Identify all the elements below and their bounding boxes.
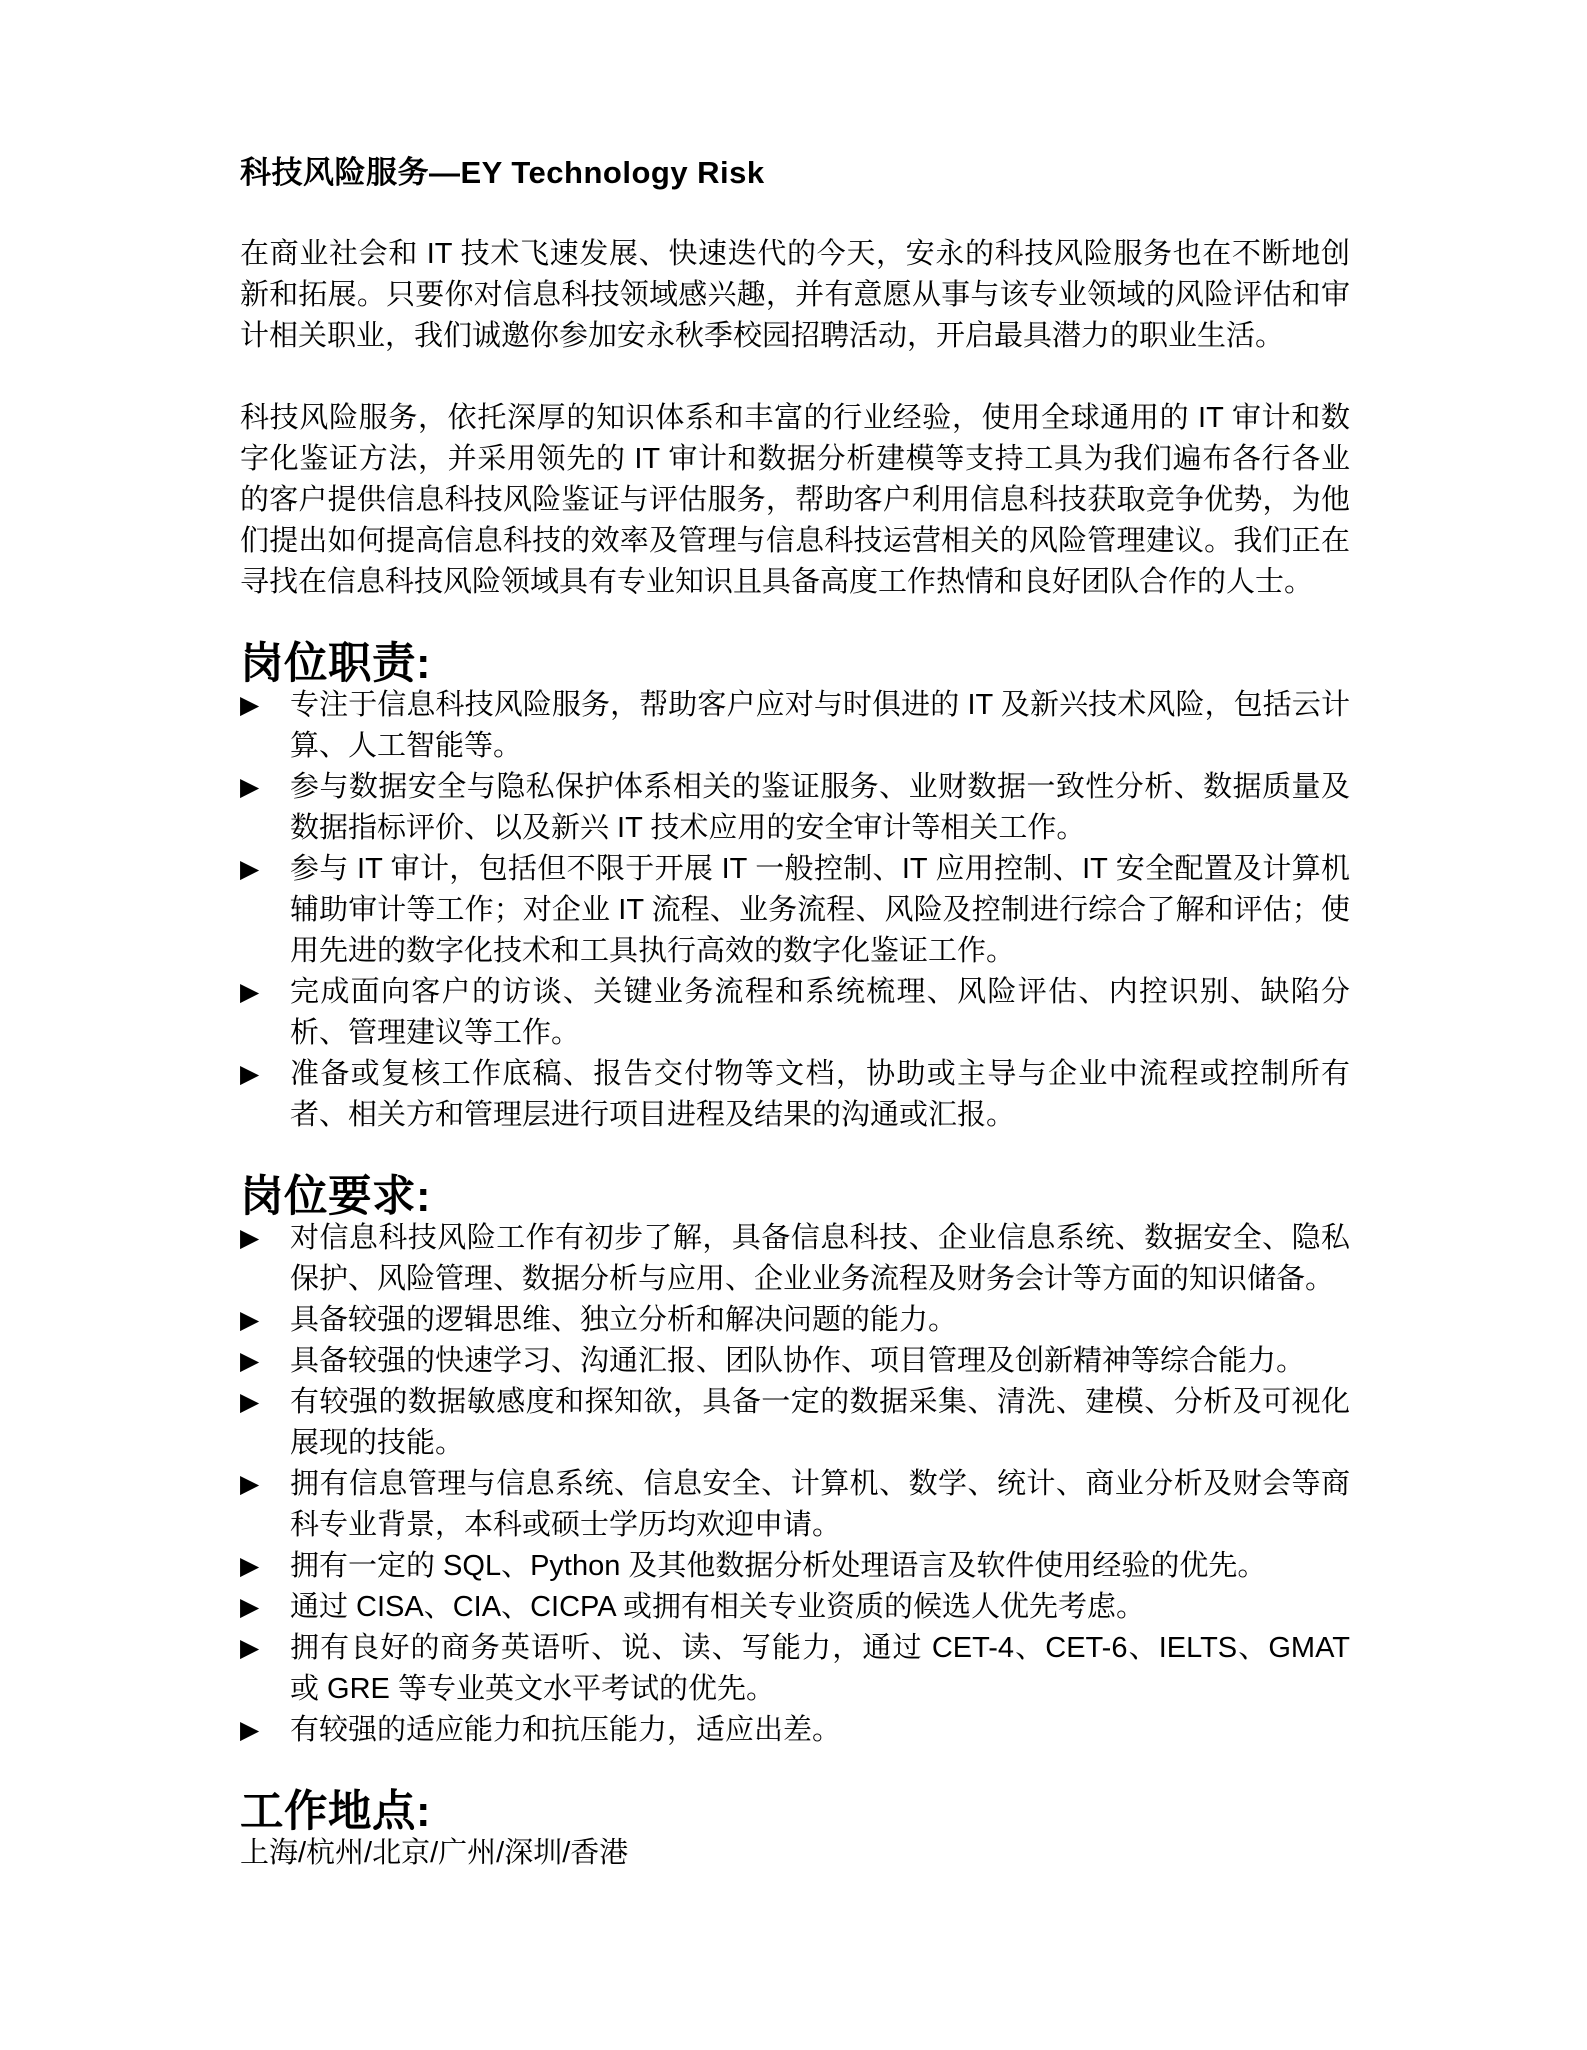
bullet-triangle-icon: ▶: [240, 1060, 260, 1088]
list-item: [240, 1054, 1350, 1136]
list-item-text: 拥有一定的 SQL、Python 及其他数据分析处理语言及软件使用经验的优先。: [290, 1550, 1267, 1582]
list-item: [240, 1382, 1350, 1464]
list-item: [240, 972, 1350, 1054]
list-item-text: 通过 CISA、CIA、CICPA 或拥有相关专业资质的候选人优先考虑。: [290, 1591, 1146, 1623]
location-value: 上海/杭州/北京/广州/深圳/香港: [240, 1837, 629, 1869]
bullet-triangle-icon: ▶: [240, 978, 260, 1006]
page-title: 科技风险服务—EY Technology Risk: [240, 155, 765, 190]
list-item: [240, 1464, 1350, 1546]
list-item: [240, 1587, 1350, 1628]
list-item-text: 准备或复核工作底稿、报告交付物等文档，协助或主导与企业中流程或控制所有者、相关方和管理层进行项目进程及结果的沟通或汇报。: [290, 1058, 1350, 1131]
requirements-list: [240, 1218, 1350, 1751]
list-item: [240, 685, 1350, 767]
bullet-triangle-icon: ▶: [240, 1716, 260, 1744]
list-item: [240, 1341, 1350, 1382]
bullet-triangle-icon: ▶: [240, 773, 260, 801]
bullet-triangle-icon: ▶: [240, 1388, 260, 1416]
bullet-triangle-icon: ▶: [240, 1593, 260, 1621]
list-item-text: 完成面向客户的访谈、关键业务流程和系统梳理、风险评估、内控识别、缺陷分析、管理建议等工作。: [290, 976, 1350, 1049]
responsibilities-list: [240, 685, 1350, 1136]
list-item-text: 参与数据安全与隐私保护体系相关的鉴证服务、业财数据一致性分析、数据质量及数据指标评价、以及新兴 IT 技术应用的安全审计等相关工作。: [290, 771, 1350, 844]
list-item-text: 有较强的适应能力和抗压能力，适应出差。: [290, 1714, 842, 1746]
bullet-triangle-icon: ▶: [240, 1306, 260, 1334]
bullet-triangle-icon: ▶: [240, 855, 260, 883]
list-item: [240, 1628, 1350, 1710]
list-item: [240, 767, 1350, 849]
bullet-triangle-icon: ▶: [240, 691, 260, 719]
list-item: [240, 1218, 1350, 1300]
list-item-text: 拥有良好的商务英语听、说、读、写能力，通过 CET-4、CET-6、IELTS、GMAT 或 GRE 等专业英文水平考试的优先。: [290, 1632, 1350, 1705]
list-item-text: 参与 IT 审计，包括但不限于开展 IT 一般控制、IT 应用控制、IT 安全配置及计算机辅助审计等工作；对企业 IT 流程、业务流程、风险及控制进行综合了解和评估；使用先进的数字化技术和工具执行高效的数字化鉴证工作。: [290, 853, 1350, 967]
list-item-text: 具备较强的逻辑思维、独立分析和解决问题的能力。: [290, 1304, 958, 1336]
list-item: [240, 1710, 1350, 1751]
bullet-triangle-icon: ▶: [240, 1634, 260, 1662]
list-item: [240, 1300, 1350, 1341]
bullet-triangle-icon: ▶: [240, 1347, 260, 1375]
bullet-triangle-icon: ▶: [240, 1224, 260, 1252]
list-item-text: 专注于信息科技风险服务，帮助客户应对与时俱进的 IT 及新兴技术风险，包括云计算、人工智能等。: [290, 689, 1350, 762]
responsibilities-heading: 岗位职责:: [240, 640, 431, 688]
intro-paragraph-1: 在商业社会和 IT 技术飞速发展、快速迭代的今天，安永的科技风险服务也在不断地创新和拓展。只要你对信息科技领域感兴趣，并有意愿从事与该专业领域的风险评估和审计相关职业，我们诚邀你参加安永秋季校园招聘活动，开启最具潜力的职业生活。: [240, 238, 1350, 352]
list-item: [240, 1546, 1350, 1587]
intro-paragraph-2: 科技风险服务，依托深厚的知识体系和丰富的行业经验，使用全球通用的 IT 审计和数字化鉴证方法，并采用领先的 IT 审计和数据分析建模等支持工具为我们遍布各行各业的客户提供信息科技风险鉴证与评估服务，帮助客户利用信息科技获取竞争优势，为他们提出如何提高信息科技的效率及管理与信息科技运营相关的风险管理建议。我们正在寻找在信息科技风险领域具有专业知识且具备高度工作热情和良好团队合作的人士。: [240, 402, 1350, 598]
list-item-text: 有较强的数据敏感度和探知欲，具备一定的数据采集、清洗、建模、分析及可视化展现的技能。: [290, 1386, 1350, 1459]
list-item: [240, 849, 1350, 972]
list-item-text: 对信息科技风险工作有初步了解，具备信息科技、企业信息系统、数据安全、隐私保护、风险管理、数据分析与应用、企业业务流程及财务会计等方面的知识储备。: [290, 1222, 1350, 1295]
requirements-heading: 岗位要求:: [240, 1173, 431, 1221]
list-item-text: 具备较强的快速学习、沟通汇报、团队协作、项目管理及创新精神等综合能力。: [290, 1345, 1306, 1377]
bullet-triangle-icon: ▶: [240, 1470, 260, 1498]
location-heading: 工作地点:: [240, 1788, 431, 1836]
list-item-text: 拥有信息管理与信息系统、信息安全、计算机、数学、统计、商业分析及财会等商科专业背景，本科或硕士学历均欢迎申请。: [290, 1468, 1350, 1541]
bullet-triangle-icon: ▶: [240, 1552, 260, 1580]
